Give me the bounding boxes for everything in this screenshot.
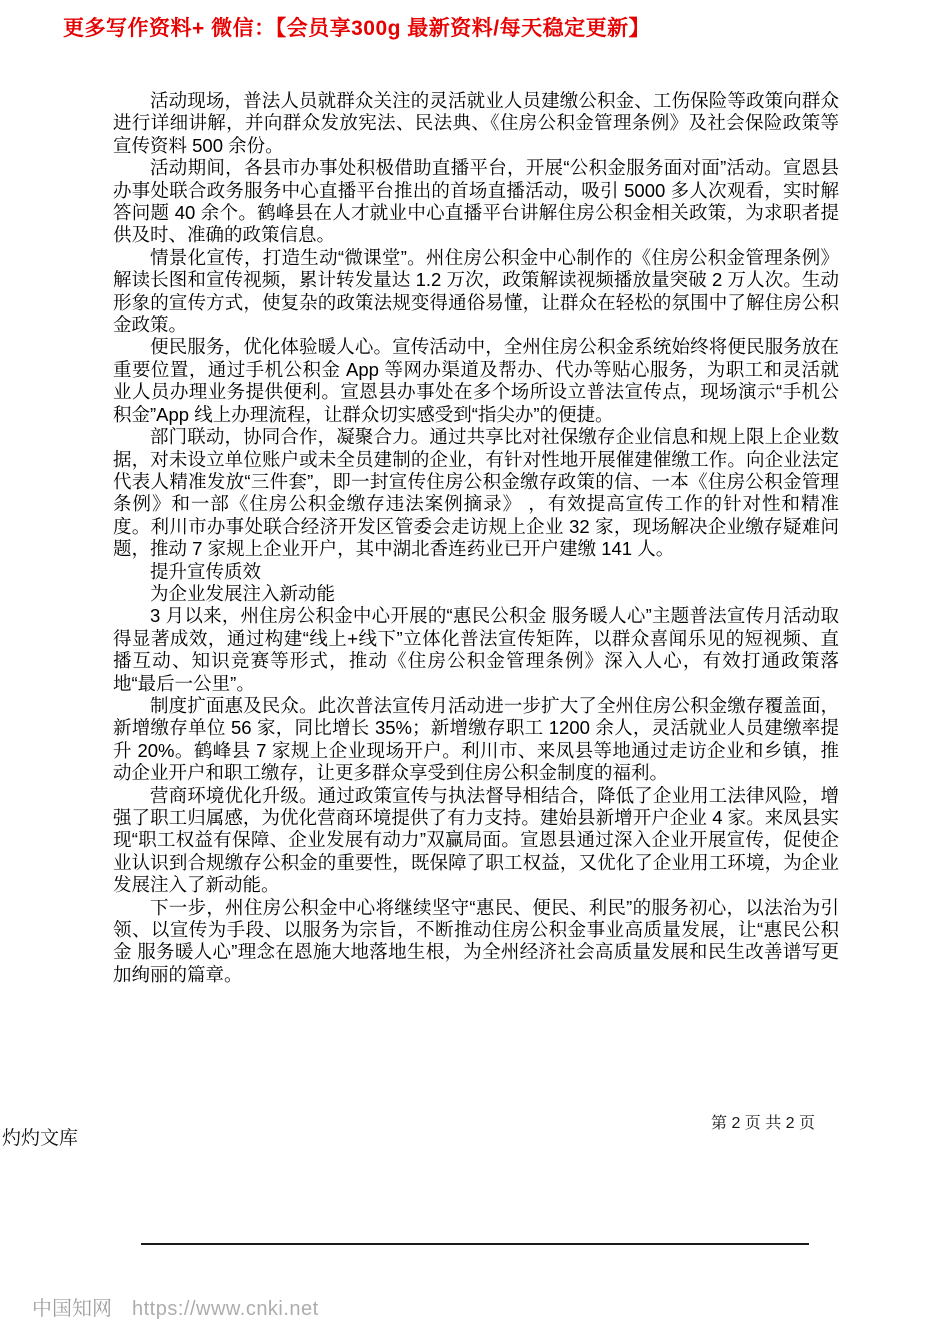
- library-name-label: 灼灼文库: [2, 1128, 79, 1149]
- body-paragraph: 3 月以来，州住房公积金中心开展的“惠民公积金 服务暖人心”主题普法宣传月活动取得显著成效，通过构建“线上+线下”立体化普法宣传矩阵，以群众喜闻乐见的短视频、直播互动、知识竞赛等形式，推动《住房公积金管理条例》深入人心，有效打通政策落地“最后一公里”。: [113, 605, 839, 694]
- document-body: [113, 90, 839, 986]
- footer-divider-line: [141, 1243, 809, 1245]
- body-paragraph-heading: 为企业发展注入新动能: [150, 582, 336, 604]
- body-paragraph: 制度扩面惠及民众。此次普法宣传月活动进一步扩大了全州住房公积金缴存覆盖面，新增缴存单位 56 家，同比增长 35%；新增缴存职工 1200 余人，灵活就业人员建缴率提升 20%。鹤峰县 7 家规上企业现场开户。利川市、来凤县等地通过走访企业和乡镇，推动企业开户和职工缴存，让更多群众享受到住房公积金制度的福利。: [113, 694, 839, 784]
- cnki-brand-label: 中国知网: [32, 1298, 112, 1320]
- cnki-watermark: [32, 1292, 319, 1321]
- body-paragraph: 营商环境优化升级。通过政策宣传与执法督导相结合，降低了企业用工法律风险，增强了职工归属感，为优化营商环境提供了有力支持。建始县新增开户企业 4 家。来凤县实现“职工权益有保障、企业发展有动力”双赢局面。宣恩县通过深入企业开展宣传，促使企业认识到合规缴存公积金的重要性，既保障了职工权益，又优化了企业用工环境，为企业发展注入了新动能。: [113, 784, 839, 896]
- body-paragraph: 活动现场，普法人员就群众关注的灵活就业人员建缴公积金、工伤保险等政策向群众进行详细讲解，并向群众发放宪法、民法典、《住房公积金管理条例》及社会保险政策等宣传资料 500 余份。: [113, 90, 839, 156]
- promo-header-text: 更多写作资料+ 微信：【会员享300g 最新资料/每天稳定更新】: [63, 17, 651, 40]
- body-paragraph: 便民服务，优化体验暖人心。宣传活动中，全州住房公积金系统始终将便民服务放在重要位置，通过手机公积金 App 等网办渠道及帮办、代办等贴心服务，为职工和灵活就业人员办理业务提供便利。宣恩县办事处在多个场所设立普法宣传点，现场演示“手机公积金”App 线上办理流程，让群众切实感受到“指尖办”的便捷。: [113, 336, 839, 425]
- page-number-indicator: 第 2 页 共 2 页: [711, 1115, 816, 1132]
- body-paragraph: 活动期间，各县市办事处积极借助直播平台，开展“公积金服务面对面”活动。宣恩县办事处联合政务服务中心直播平台推出的首场直播活动，吸引 5000 多人次观看，实时解答问题 40 余个。鹤峰县在人才就业中心直播平台讲解住房公积金相关政策，为求职者提供及时、准确的政策信息。: [113, 157, 839, 246]
- cnki-url-text: https://www.cnki.net: [132, 1298, 319, 1320]
- body-paragraph-heading: 提升宣传质效: [150, 560, 262, 582]
- body-paragraph: 部门联动，协同合作，凝聚合力。通过共享比对社保缴存企业信息和规上限上企业数据，对未设立单位账户或未全员建制的企业，有针对性地开展催建催缴工作。向企业法定代表人精准发放“三件套”，即一封宣传住房公积金缴存政策的信、一本《住房公积金管理条例》和一部《住房公积金缴存违法案例摘录》 ，有效提高宣传工作的针对性和精准度。利川市办事处联合经济开发区管委会走访规上企业 32 家，现场解决企业缴存疑难问题，推动 7 家规上企业开户，其中湖北香连药业已开户建缴 141 人。: [113, 426, 839, 560]
- body-paragraph: 下一步，州住房公积金中心将继续坚守“惠民、便民、利民”的服务初心，以法治为引领、以宣传为手段、以服务为宗旨，不断推动住房公积金事业高质量发展，让“惠民公积金 服务暖人心”理念在恩施大地落地生根，为全州经济社会高质量发展和民生改善谱写更加绚丽的篇章。: [113, 896, 839, 985]
- body-paragraph: 情景化宣传，打造生动“微课堂”。州住房公积金中心制作的《住房公积金管理条例》解读长图和宣传视频，累计转发量达 1.2 万次，政策解读视频播放量突破 2 万人次。生动形象的宣传方式，使复杂的政策法规变得通俗易懂，让群众在轻松的氛围中了解住房公积金政策。: [113, 246, 839, 336]
